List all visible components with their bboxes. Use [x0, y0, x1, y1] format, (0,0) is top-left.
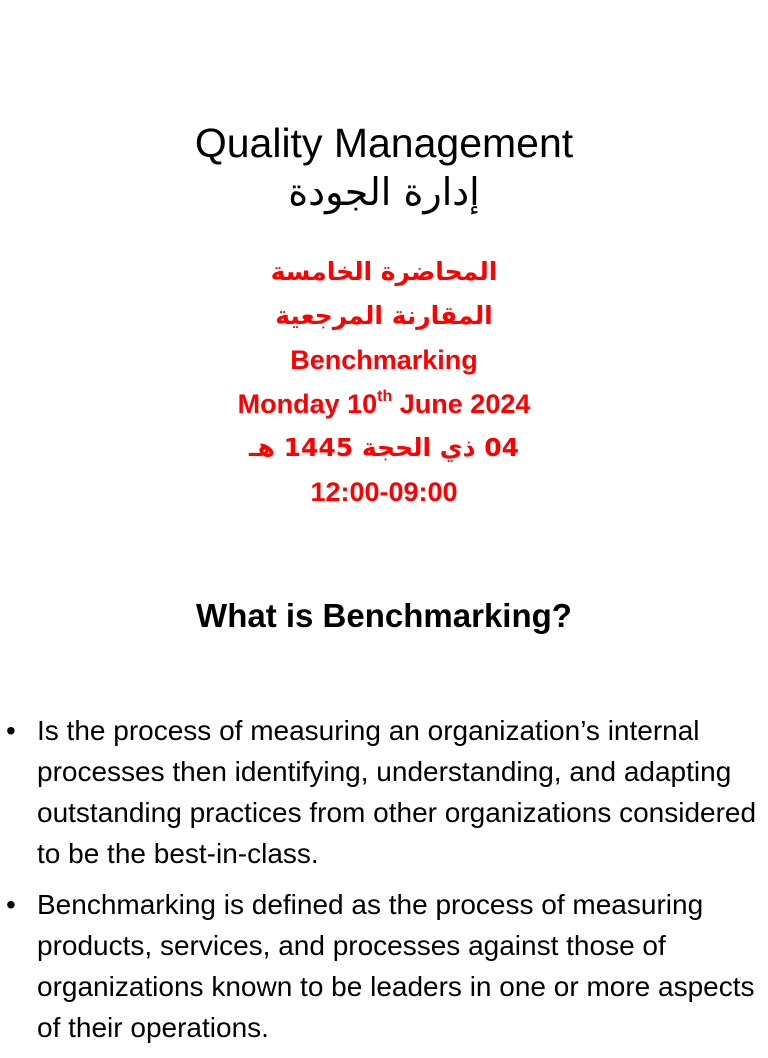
lecture-number-arabic: المحاضرة الخامسة	[270, 257, 498, 286]
bullet-text: Benchmarking is defined as the process of measuring products, services, and processes against those of organizations known to be leaders in one or more aspects of their operations.	[37, 889, 755, 1043]
slide-title-arabic: إدارة الجودة	[288, 170, 480, 214]
bullet-item	[0, 884, 768, 1048]
section-heading: What is Benchmarking?	[196, 597, 572, 634]
slide-title-english: Quality Management	[194, 120, 574, 166]
bullet-dot-icon: •	[6, 889, 16, 920]
lecture-date-rest: June 2024	[392, 389, 531, 419]
bullet-text: Is the process of measuring an organization’s internal processes then identifying, understanding, and adapting outstanding practices from other organizations considered to be the best-in-class.	[37, 715, 757, 869]
lecture-topic-english: Benchmarking	[290, 345, 478, 375]
lecture-date-prefix: Monday 10	[237, 389, 378, 419]
lecture-date	[0, 382, 768, 426]
bullet-item	[0, 710, 768, 874]
lecture-info	[0, 250, 768, 514]
bullet-dot-icon: •	[6, 715, 16, 746]
bullet-list	[0, 710, 768, 1058]
lecture-time: 12:00-09:00	[310, 477, 458, 507]
lecture-topic-arabic: المقارنة المرجعية	[275, 301, 493, 330]
lecture-date-ordinal: th	[377, 388, 393, 405]
lecture-hijri-date: 04 ذي الحجة 1445 هـ	[249, 433, 519, 462]
